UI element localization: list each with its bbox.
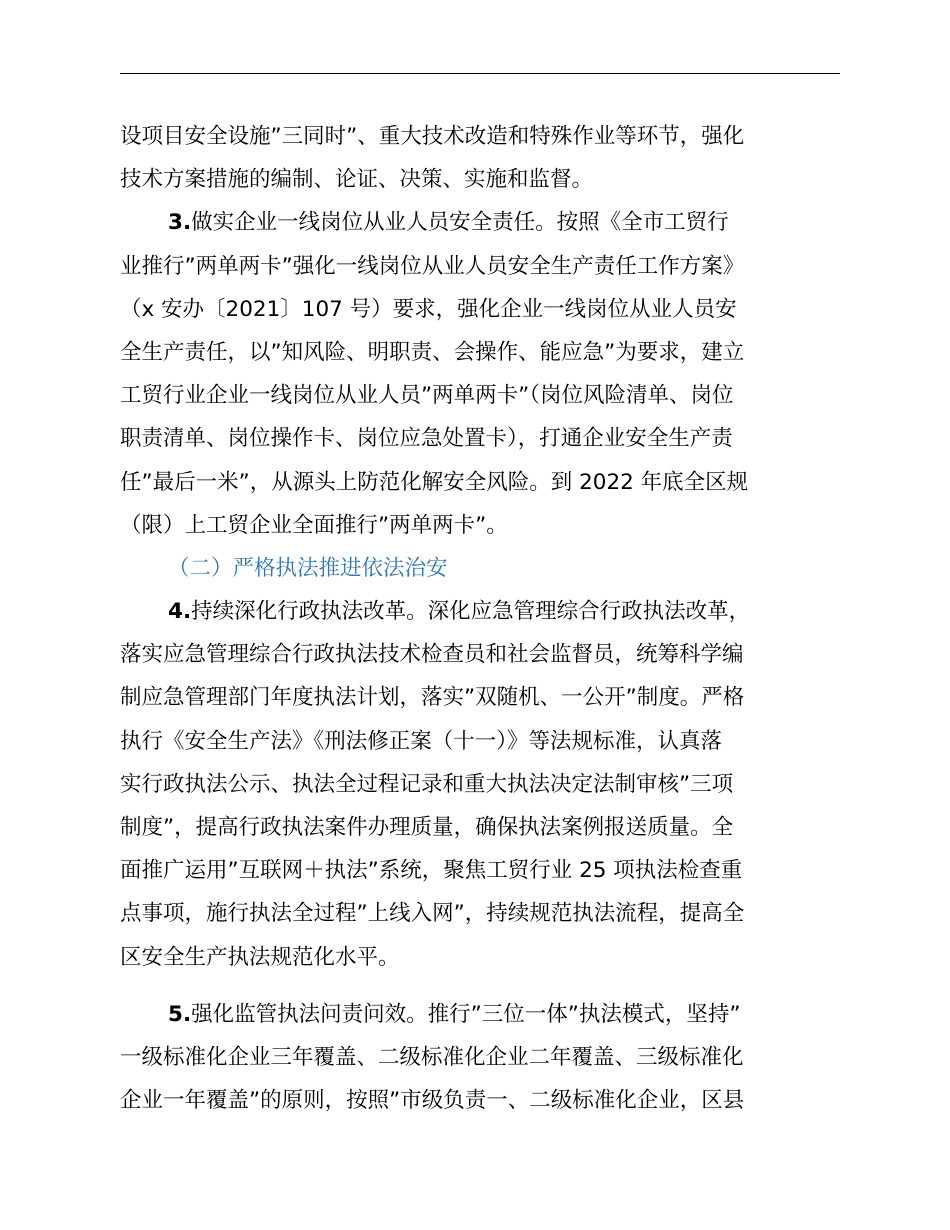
- text-line: 企业一年覆盖”的原则，按照”市级负责一、二级标准化企业，区县: [120, 1088, 745, 1114]
- text-line: 执行《安全生产法》《刑法修正案（十一）》等法规标准，认真落: [120, 728, 723, 754]
- text-line: 实行政执法公示、执法全过程记录和重大执法决定法制审核”三项: [120, 771, 734, 797]
- text-line: 区安全生产执法规范化水平。: [120, 944, 400, 970]
- paragraph-first-line: [120, 993, 860, 1036]
- item-text: 持续深化行政执法改革。深化应急管理综合行政执法改革，: [191, 599, 751, 625]
- section-heading: （二）严格执法推进依法治安: [168, 555, 448, 581]
- item-number: 4.: [168, 599, 192, 625]
- paragraph-item-4: [120, 590, 860, 979]
- text-line: 一级标准化企业三年覆盖、二级标准化企业二年覆盖、三级标准化: [120, 1044, 744, 1070]
- text-line: 业推行”两单两卡”强化一线岗位从业人员安全生产责任工作方案》: [120, 253, 745, 279]
- paragraph-item-3: [120, 201, 860, 547]
- text-line: （x 安办〔2021〕107 号）要求，强化企业一线岗位从业人员安: [120, 296, 737, 322]
- paragraph-first-line: [120, 590, 860, 633]
- text-line: 职责清单、岗位操作卡、岗位应急处置卡），打通企业安全生产责: [120, 426, 733, 452]
- item-number: 3.: [168, 210, 192, 236]
- text-line: 设项目安全设施”三同时”、重大技术改造和特殊作业等环节，强化: [120, 124, 745, 149]
- paragraph-gap: [120, 979, 860, 993]
- text-line: 点事项，施行执法全过程”上线入网”，持续规范执法流程，提高全: [120, 901, 745, 927]
- header-rule: [120, 73, 840, 74]
- text-line: 全生产责任，以”知风险、明职责、会操作、能应急”为要求，建立: [120, 339, 745, 365]
- paragraph-intro: [120, 115, 860, 201]
- text-line: 任”最后一米”，从源头上防范化解安全风险。到 2022 年底全区规: [120, 469, 749, 495]
- text-line: （限）上工贸企业全面推行”两单两卡”。: [120, 512, 508, 538]
- text-line: 落实应急管理综合行政执法技术检查员和社会监督员，统筹科学编: [120, 642, 744, 668]
- text-line: 面推广运用”互联网＋执法”系统，聚焦工贸行业 25 项执法检查重: [120, 858, 743, 884]
- item-text: 做实企业一线岗位从业人员安全责任。按照《全市工贸行: [191, 210, 729, 236]
- text-line: 工贸行业企业一线岗位从业人员”两单两卡”（岗位风险清单、岗位: [120, 383, 734, 409]
- paragraph-item-5: [120, 993, 860, 1123]
- text-line: 制度”，提高行政执法案件办理质量，确保执法案例报送质量。全: [120, 815, 734, 840]
- item-text: 强化监管执法问责问效。推行”三位一体”执法模式，坚持”: [191, 1001, 741, 1027]
- text-line: 制应急管理部门年度执法计划，落实”双随机、一公开”制度。严格: [120, 685, 745, 711]
- item-number: 5.: [168, 1001, 192, 1027]
- text-line: 技术方案措施的编制、论证、决策、实施和监督。: [120, 167, 594, 193]
- document-body: [120, 115, 860, 1122]
- paragraph-first-line: [120, 201, 860, 244]
